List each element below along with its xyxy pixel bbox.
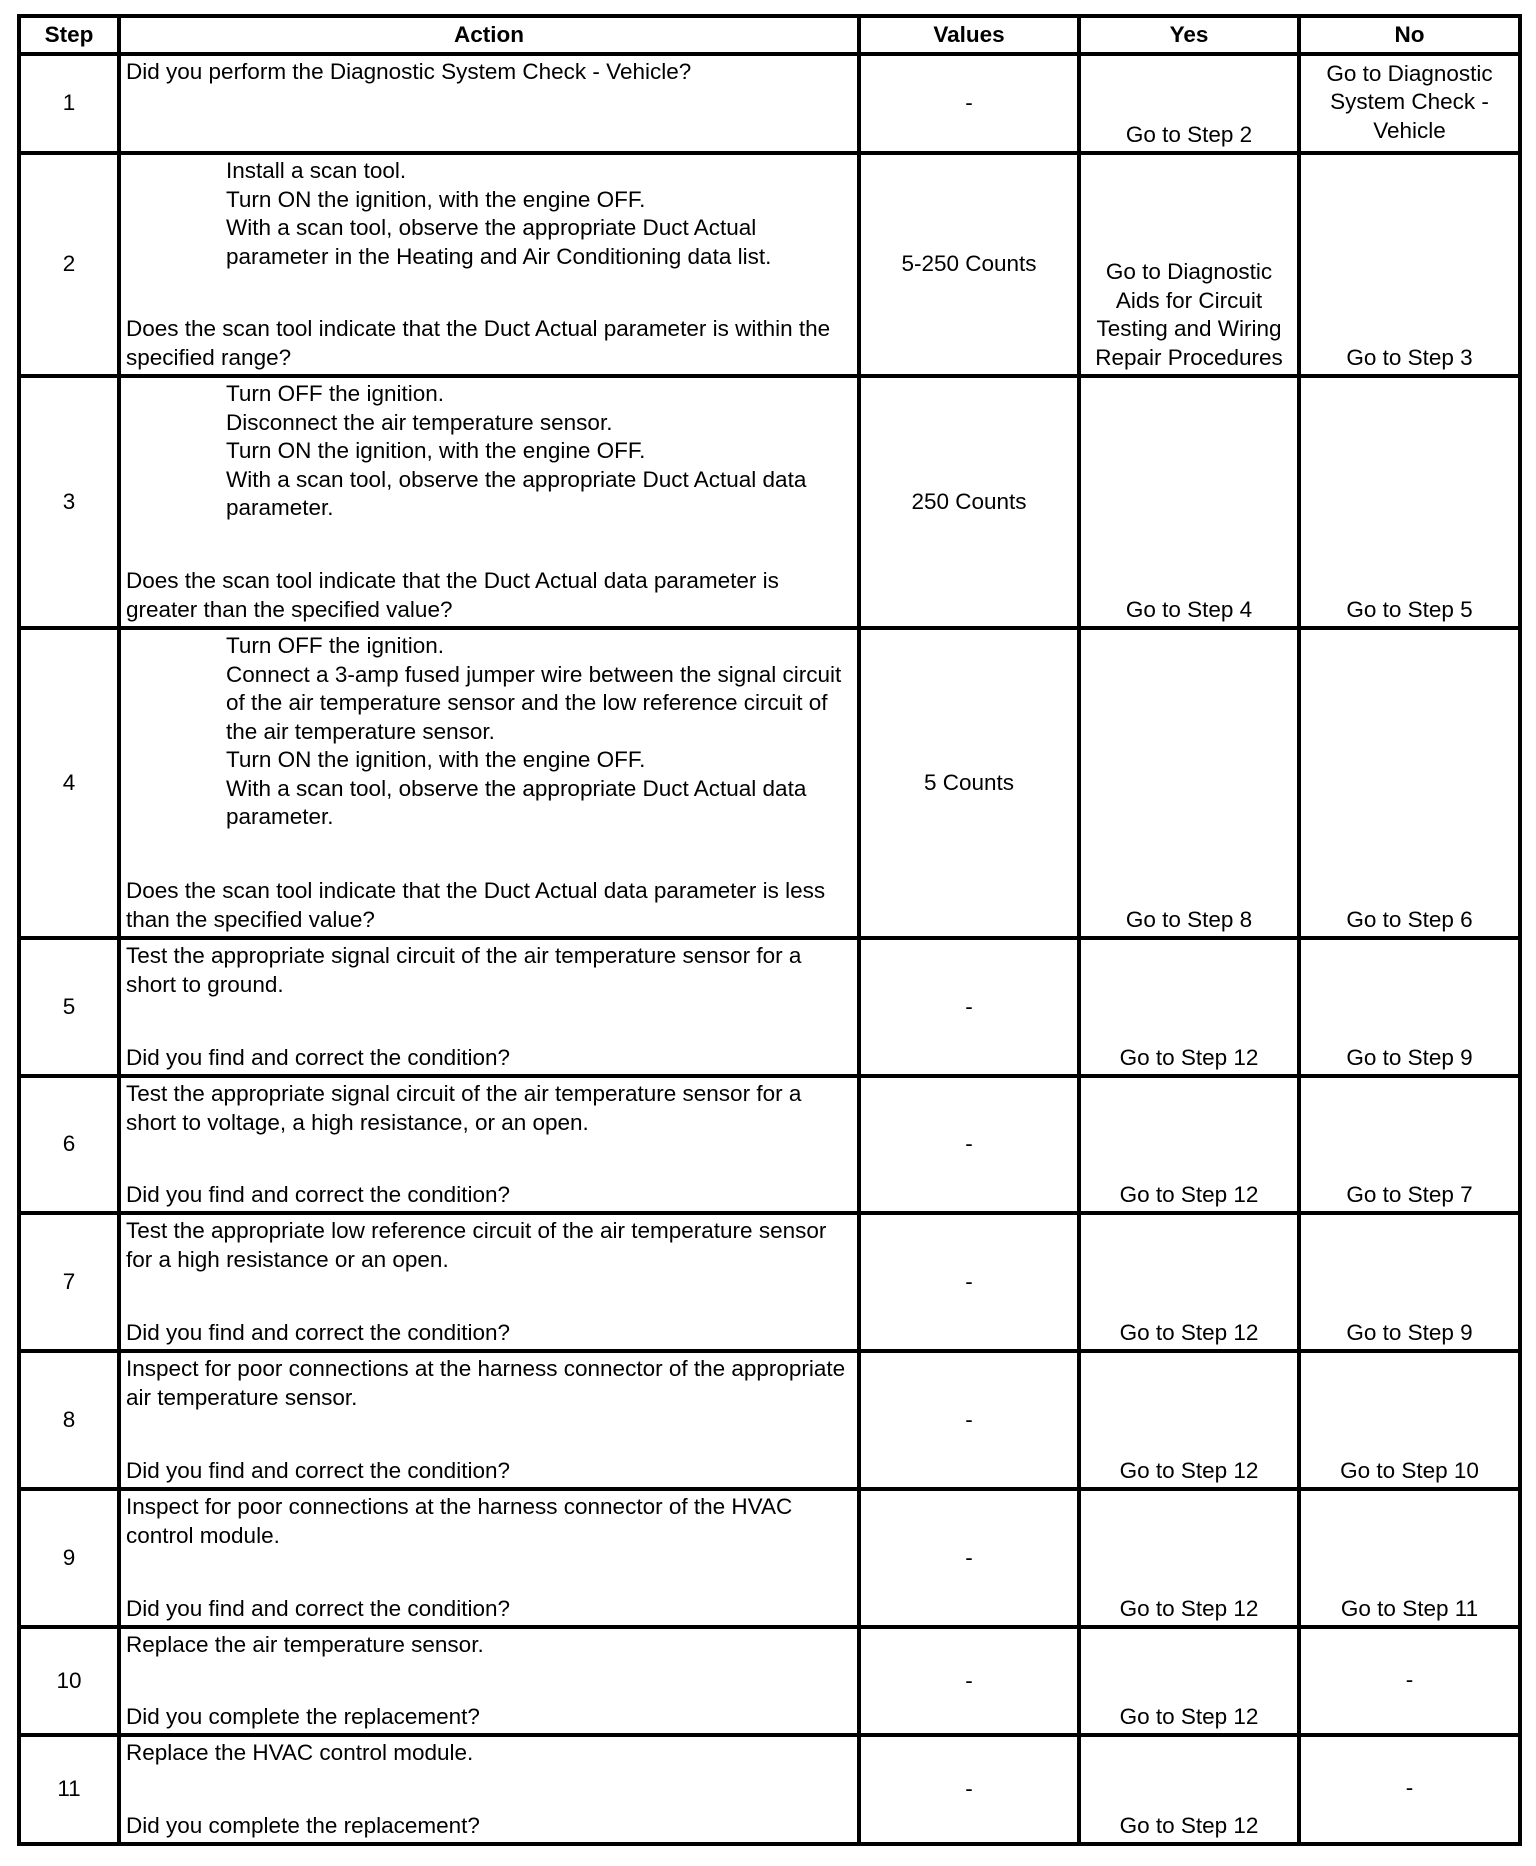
action-question: Did you find and correct the condition? (126, 1181, 510, 1207)
action-cell (119, 153, 859, 376)
action-cell (119, 1489, 859, 1627)
no-cell: Go to Step 6 (1299, 628, 1520, 938)
action-content (126, 58, 852, 149)
no-cell: Go to Step 7 (1299, 1076, 1520, 1213)
header-row (19, 16, 1520, 54)
action-content (126, 1080, 852, 1209)
yes-cell: Go to Step 8 (1079, 628, 1299, 938)
action-substep: With a scan tool, observe the appropriate Duct Actual data parameter. (226, 775, 807, 829)
step-cell: 6 (19, 1076, 119, 1213)
action-question: Does the scan tool indicate that the Duct Actual parameter is within the specified range? (126, 316, 831, 370)
action-question: Does the scan tool indicate that the Duct Actual data parameter is greater than the specified value? (126, 568, 779, 622)
action-instructions (126, 942, 852, 999)
yes-cell: Go to Step 12 (1079, 1735, 1299, 1844)
yes-cell: Go to Step 12 (1079, 1076, 1299, 1213)
table-body (19, 54, 1520, 1844)
step-cell: 11 (19, 1735, 119, 1844)
values-cell: - (859, 1213, 1079, 1351)
values-cell: - (859, 938, 1079, 1076)
step-cell: 10 (19, 1627, 119, 1735)
header-yes: Yes (1079, 16, 1299, 54)
yes-cell: Go to Step 4 (1079, 376, 1299, 628)
step-cell: 8 (19, 1351, 119, 1489)
action-instructions (126, 1631, 852, 1660)
table-row (19, 1735, 1520, 1844)
action-question: Did you find and correct the condition? (126, 1595, 510, 1621)
action-cell (119, 1076, 859, 1213)
action-instructions (126, 1355, 852, 1412)
step-cell: 2 (19, 153, 119, 376)
action-question: Did you find and correct the condition? (126, 1044, 510, 1070)
no-cell: - (1299, 1735, 1520, 1844)
step-cell: 4 (19, 628, 119, 938)
table-row (19, 1489, 1520, 1627)
yes-cell: Go to Step 12 (1079, 938, 1299, 1076)
action-instructions (126, 1080, 852, 1137)
action-substep: Turn ON the ignition, with the engine OFF. (226, 438, 646, 463)
action-content (126, 632, 852, 934)
action-cell (119, 1213, 859, 1351)
yes-cell: Go to Step 12 (1079, 1351, 1299, 1489)
values-cell: - (859, 1735, 1079, 1844)
action-text: Test the appropriate signal circuit of the air temperature sensor for a short to ground. (126, 943, 802, 997)
action-substep: Turn ON the ignition, with the engine OFF. (226, 186, 646, 212)
action-content (126, 1739, 852, 1840)
action-text: Inspect for poor connections at the harness connector of the appropriate air temperature sensor. (126, 1356, 846, 1410)
action-instructions (126, 632, 852, 832)
table-row (19, 153, 1520, 376)
action-content (126, 1355, 852, 1485)
step-cell: 9 (19, 1489, 119, 1627)
table-row (19, 1213, 1520, 1351)
values-cell: 250 Counts (859, 376, 1079, 628)
action-question: Did you find and correct the condition? (126, 1457, 510, 1483)
values-cell: - (859, 1489, 1079, 1627)
action-text: Inspect for poor connections at the harness connector of the HVAC control module. (126, 1494, 793, 1548)
step-cell: 3 (19, 376, 119, 628)
values-cell: - (859, 1351, 1079, 1489)
action-content (126, 942, 852, 1072)
action-substep: Connect a 3-amp fused jumper wire between the signal circuit of the air temperature sensor and the low reference circuit of the air temperature sensor. (226, 661, 842, 744)
action-instructions (126, 58, 852, 87)
action-cell (119, 628, 859, 938)
action-cell (119, 1351, 859, 1489)
no-cell: Go to Step 5 (1299, 376, 1520, 628)
step-cell: 1 (19, 54, 119, 153)
no-cell: Go to Step 11 (1299, 1489, 1520, 1627)
action-substep: Turn ON the ignition, with the engine OFF. (226, 747, 646, 772)
action-question: Does the scan tool indicate that the Duct Actual data parameter is less than the specified value? (126, 878, 826, 932)
values-cell: 5 Counts (859, 628, 1079, 938)
action-cell (119, 1735, 859, 1844)
action-cell (119, 376, 859, 628)
action-instructions (126, 1493, 852, 1550)
action-content (126, 380, 852, 624)
action-cell (119, 938, 859, 1076)
action-content (126, 1217, 852, 1347)
action-content (126, 1631, 852, 1731)
step-cell: 7 (19, 1213, 119, 1351)
action-substep: Turn OFF the ignition. (226, 381, 445, 406)
action-cell (119, 1627, 859, 1735)
header-action: Action (119, 16, 859, 54)
yes-cell: Go to Diagnostic Aids for Circuit Testing and Wiring Repair Procedures (1079, 153, 1299, 376)
values-cell: 5-250 Counts (859, 153, 1079, 376)
no-cell: Go to Step 9 (1299, 1213, 1520, 1351)
values-cell: - (859, 54, 1079, 153)
no-cell: - (1299, 1627, 1520, 1735)
table-row (19, 54, 1520, 153)
header-values: Values (859, 16, 1079, 54)
action-instructions (126, 380, 852, 523)
yes-cell: Go to Step 12 (1079, 1627, 1299, 1735)
table-row (19, 1076, 1520, 1213)
action-question: Did you complete the replacement? (126, 1703, 480, 1729)
values-cell: - (859, 1627, 1079, 1735)
no-cell: Go to Diagnostic System Check - Vehicle (1299, 54, 1520, 153)
table-row (19, 1351, 1520, 1489)
action-text: Did you perform the Diagnostic System Check - Vehicle? (126, 59, 692, 84)
action-instructions (126, 157, 852, 271)
action-text: Replace the air temperature sensor. (126, 1632, 484, 1657)
diagnostic-table (17, 14, 1522, 1846)
action-substep: Install a scan tool. (226, 158, 407, 183)
table-row (19, 1627, 1520, 1735)
action-instructions (126, 1217, 852, 1274)
table-row (19, 376, 1520, 628)
action-question: Did you complete the replacement? (126, 1812, 480, 1838)
table-row (19, 628, 1520, 938)
action-text: Test the appropriate signal circuit of the air temperature sensor for a short to voltage, a high resistance, or an open. (126, 1081, 802, 1135)
no-cell: Go to Step 9 (1299, 938, 1520, 1076)
action-content (126, 157, 852, 372)
values-cell: - (859, 1076, 1079, 1213)
action-instructions (126, 1739, 852, 1768)
action-substep: Disconnect the air temperature sensor. (226, 409, 613, 435)
action-text: Test the appropriate low reference circuit of the air temperature sensor for a high resistance or an open. (126, 1218, 827, 1272)
yes-cell: Go to Step 2 (1079, 54, 1299, 153)
action-question: Did you find and correct the condition? (126, 1319, 510, 1345)
header-step: Step (19, 16, 119, 54)
step-cell: 5 (19, 938, 119, 1076)
table-row (19, 938, 1520, 1076)
yes-cell: Go to Step 12 (1079, 1213, 1299, 1351)
action-cell (119, 54, 859, 153)
action-content (126, 1493, 852, 1623)
action-substep: Turn OFF the ignition. (226, 633, 445, 658)
no-cell: Go to Step 10 (1299, 1351, 1520, 1489)
no-cell: Go to Step 3 (1299, 153, 1520, 376)
action-substep: With a scan tool, observe the appropriate Duct Actual data parameter. (226, 466, 807, 520)
action-substep: With a scan tool, observe the appropriate Duct Actual parameter in the Heating and Air Conditioning data list. (226, 215, 772, 269)
header-no: No (1299, 16, 1520, 54)
action-text: Replace the HVAC control module. (126, 1740, 474, 1765)
yes-cell: Go to Step 12 (1079, 1489, 1299, 1627)
